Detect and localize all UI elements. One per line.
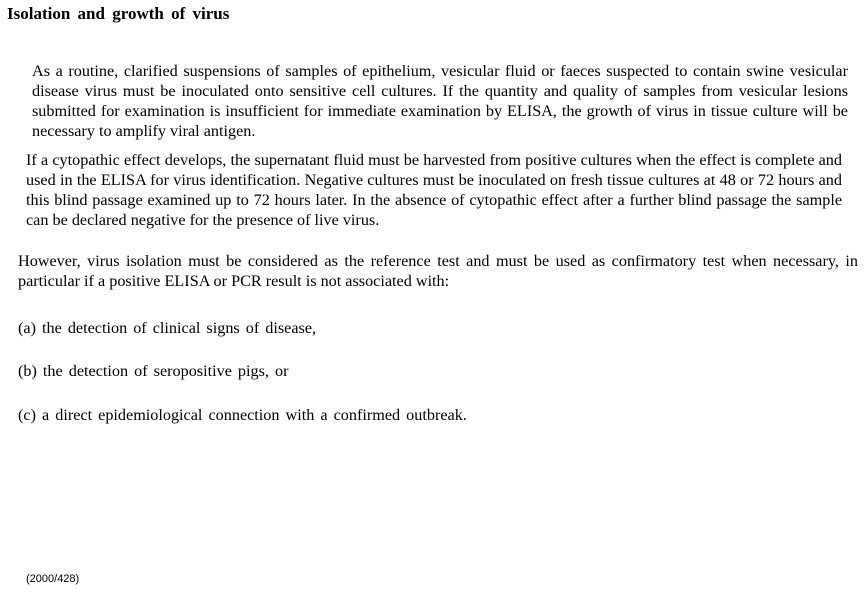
paragraph-cytopathic-effect: If a cytopathic effect develops, the supernatant fluid must be harvested from positive cultures when the effect is complete and used in the ELISA for virus identification. Negative cultures must be inoculated on fresh tissue cultures at 48 or 72 hours and this blind passage examined up to 72 hours later. In the absence of cytopathic effect after a further blind passage the sample can be declared negative for the presence of live virus.	[26, 151, 842, 229]
footnote-reference: (2000/428)	[26, 573, 80, 585]
list-item: (c) a direct epidemiological connection with a confirmed outbreak.	[18, 406, 467, 424]
paragraph-reference-test: However, virus isolation must be considered as the reference test and must be used as confirmatory test when necessary, in particular if a positive ELISA or PCR result is not associated with:	[18, 252, 858, 290]
section-heading: Isolation and growth of virus	[7, 4, 230, 23]
list-item: (b) the detection of seropositive pigs, or	[18, 362, 289, 380]
paragraph-routine-inoculation: As a routine, clarified suspensions of samples of epithelium, vesicular fluid or faeces suspected to contain swine vesicular disease virus must be inoculated onto sensitive cell cultures. If the quantity and quality of samples from vesicular lesions submitted for examination is insufficient for immediate examination by ELISA, the growth of virus in tissue culture will be necessary to amplify viral antigen.	[32, 62, 848, 140]
list-item: (a) the detection of clinical signs of disease,	[18, 319, 317, 337]
